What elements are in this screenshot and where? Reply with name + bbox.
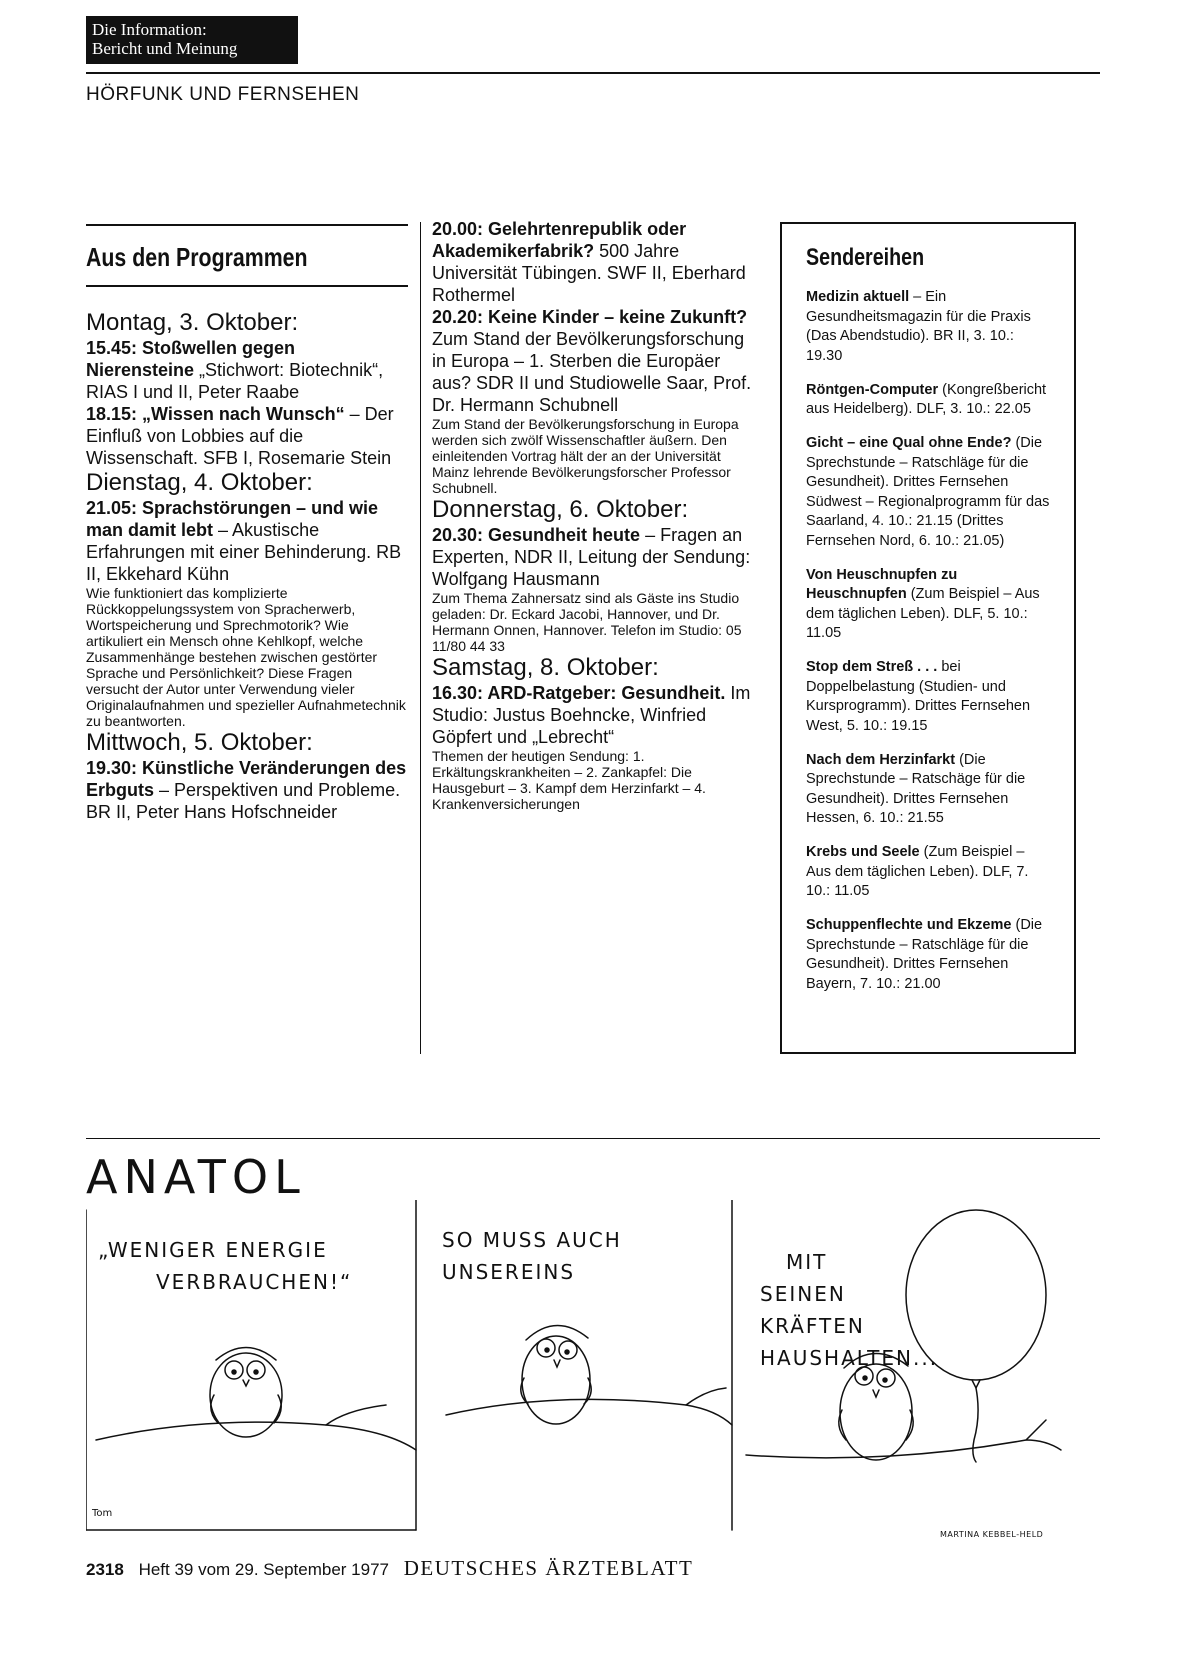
series-item: Röntgen-Computer (Kongreßbericht aus Heidelberg). DLF, 3. 10.: 22.05	[806, 381, 1047, 417]
title-rule-top	[86, 224, 408, 226]
series-item: Medizin aktuell – Ein Gesundheitsmagazin für die Praxis (Das Abendstudio). BR II, 3. 10.: 19.30	[806, 289, 1031, 364]
sendereihen-title: Sendereihen	[806, 244, 925, 271]
badge-line-1: Die Information:	[92, 20, 207, 39]
cartoon-signature-right: MARTINA KEBBEL-HELD	[940, 1530, 1044, 1539]
badge-line-2: Bericht und Meinung	[92, 39, 238, 58]
day-heading: Mittwoch, 5. Oktober:	[86, 729, 313, 756]
page-number: 2318	[86, 1560, 124, 1579]
sendereihen-box	[780, 222, 1076, 1054]
day-heading: Samstag, 8. Oktober:	[432, 654, 659, 681]
series-item: Gicht – eine Qual ohne Ende? (Die Sprechstunde – Ratschläge für die Gesundheit). Drittes Fernsehen Südwest – Regionalprogramm für das Saarland, 4. 10.: 21.15 (Drittes Fernsehen Nord, 6. 10.: 21.05)	[806, 435, 1050, 549]
program-entry: 21.05: Sprachstörungen – und wie man damit lebt – Akustische Erfahrungen mit einer Behinderung. RB II, Ekkehard Kühn	[86, 498, 402, 584]
cartoon-panel-2-text: SO MUSS AUCH UNSEREINS	[442, 1228, 622, 1284]
program-entry: 20.20: Keine Kinder – keine Zukunft? Zum Stand der Bevölkerungsforschung in Europa – 1. Sterben die Europäer aus? SDR II und Studiowelle Saar, Prof. Dr. Hermann Schubnell	[432, 307, 752, 415]
cartoon-rule	[86, 1138, 1100, 1139]
series-item: Krebs und Seele (Zum Beispiel – Aus dem täglichen Leben). DLF, 7. 10.: 11.05	[806, 844, 1029, 899]
column-divider	[420, 222, 421, 1054]
series-item: Schuppenflechte und Ekzeme (Die Sprechstunde – Ratschläge für die Gesundheit). Drittes Fernsehen Bayern, 7. 10.: 21.00	[806, 917, 1043, 992]
magazine-title: DEUTSCHES ÄRZTEBLATT	[403, 1556, 694, 1580]
series-item: Nach dem Herzinfarkt (Die Sprechstunde – Ratschäge für die Gesundheit). Drittes Fernsehen Hessen, 6. 10.: 21.55	[806, 751, 1026, 826]
program-description: Themen der heutigen Sendung: 1. Erkältungskrankheiten – 2. Zankapfel: Die Hausgeburt – 3. Kampf dem Herzinfarkt – 4. Krankenversicherungen	[432, 748, 706, 812]
day-heading: Dienstag, 4. Oktober:	[86, 469, 313, 496]
section-badge	[86, 16, 298, 64]
program-entry: 15.45: Stoßwellen gegen Nierensteine „Stichwort: Biotechnik“, RIAS I und II, Peter Raabe	[86, 338, 384, 402]
series-item: Stop dem Streß . . . bei Doppelbelastung (Studien- und Kursprogramm). Drittes Fernsehen West, 5. 10.: 19.15	[806, 659, 1031, 734]
program-entry: 20.30: Gesundheit heute – Fragen an Experten, NDR II, Leitung der Sendung: Wolfgang Hausmann	[432, 525, 751, 589]
header-rule	[86, 72, 1100, 74]
program-entry: 16.30: ARD-Ratgeber: Gesundheit. Im Studio: Justus Boehncke, Winfried Göpfert und „Lebrecht“	[432, 683, 751, 747]
cartoon-title: ANATOL	[86, 1150, 306, 1204]
series-item: Von Heuschnupfen zu Heuschnupfen (Zum Beispiel – Aus dem täglichen Leben). DLF, 5. 10.: 11.05	[806, 566, 1040, 641]
program-entry: 18.15: „Wissen nach Wunsch“ – Der Einfluß von Lobbies auf die Wissenschaft. SFB I, Rosemarie Stein	[86, 404, 394, 468]
day-heading: Montag, 3. Oktober:	[86, 309, 299, 336]
program-description: Wie funktioniert das komplizierte Rückkoppelungssystem von Spracherwerb, Wortspeicherung und Sprechmotorik? Wie artikuliert ein Mensch ohne Kehlkopf, welche Zusammenhänge bestehen zwischen gestörter Sprache und Persönlichkeit? Diese Fragen versucht der Autor unter Verwendung vieler Originalaufnahmen und spezieller Aufnahmetechnik zu beantworten.	[86, 585, 406, 729]
title-rule-bottom	[86, 285, 408, 287]
cartoon-panel-3-text: MIT SEINEN KRÄFTEN HAUSHALTEN...	[760, 1250, 939, 1370]
cartoon-panel-1-text: „WENIGER ENERGIE VERBRAUCHEN!“	[98, 1238, 353, 1294]
section-title: HÖRFUNK UND FERNSEHEN	[86, 84, 360, 105]
programs-column-2	[432, 218, 754, 812]
issue-info: Heft 39 vom 29. September 1977	[138, 1560, 389, 1579]
day-heading: Donnerstag, 6. Oktober:	[432, 496, 689, 523]
programs-column-1	[86, 224, 408, 823]
program-description: Zum Stand der Bevölkerungsforschung in Europa werden sich zwölf Wissenschaftler äußern. Den einleitenden Vortrag hält der an der Universität Mainz lehrende Bevölkerungsforscher Professor Schubnell.	[432, 416, 739, 496]
page-footer	[86, 1556, 693, 1581]
program-entry: 20.00: Gelehrtenrepublik oder Akademikerfabrik? 500 Jahre Universität Tübingen. SWF II, Eberhard Rothermel	[432, 219, 746, 305]
program-description: Zum Thema Zahnersatz sind als Gäste ins Studio geladen: Dr. Eckard Jacobi, Hannover, und Dr. Hermann Onnen, Hannover. Telefon im Studio: 05 11/80 44 33	[432, 590, 742, 654]
cartoon-signature-left: Tom	[92, 1508, 113, 1519]
programs-title: Aus den Programmen	[86, 242, 308, 272]
program-entry: 19.30: Künstliche Veränderungen des Erbguts – Perspektiven und Probleme. BR II, Peter Hans Hofschneider	[86, 758, 407, 822]
